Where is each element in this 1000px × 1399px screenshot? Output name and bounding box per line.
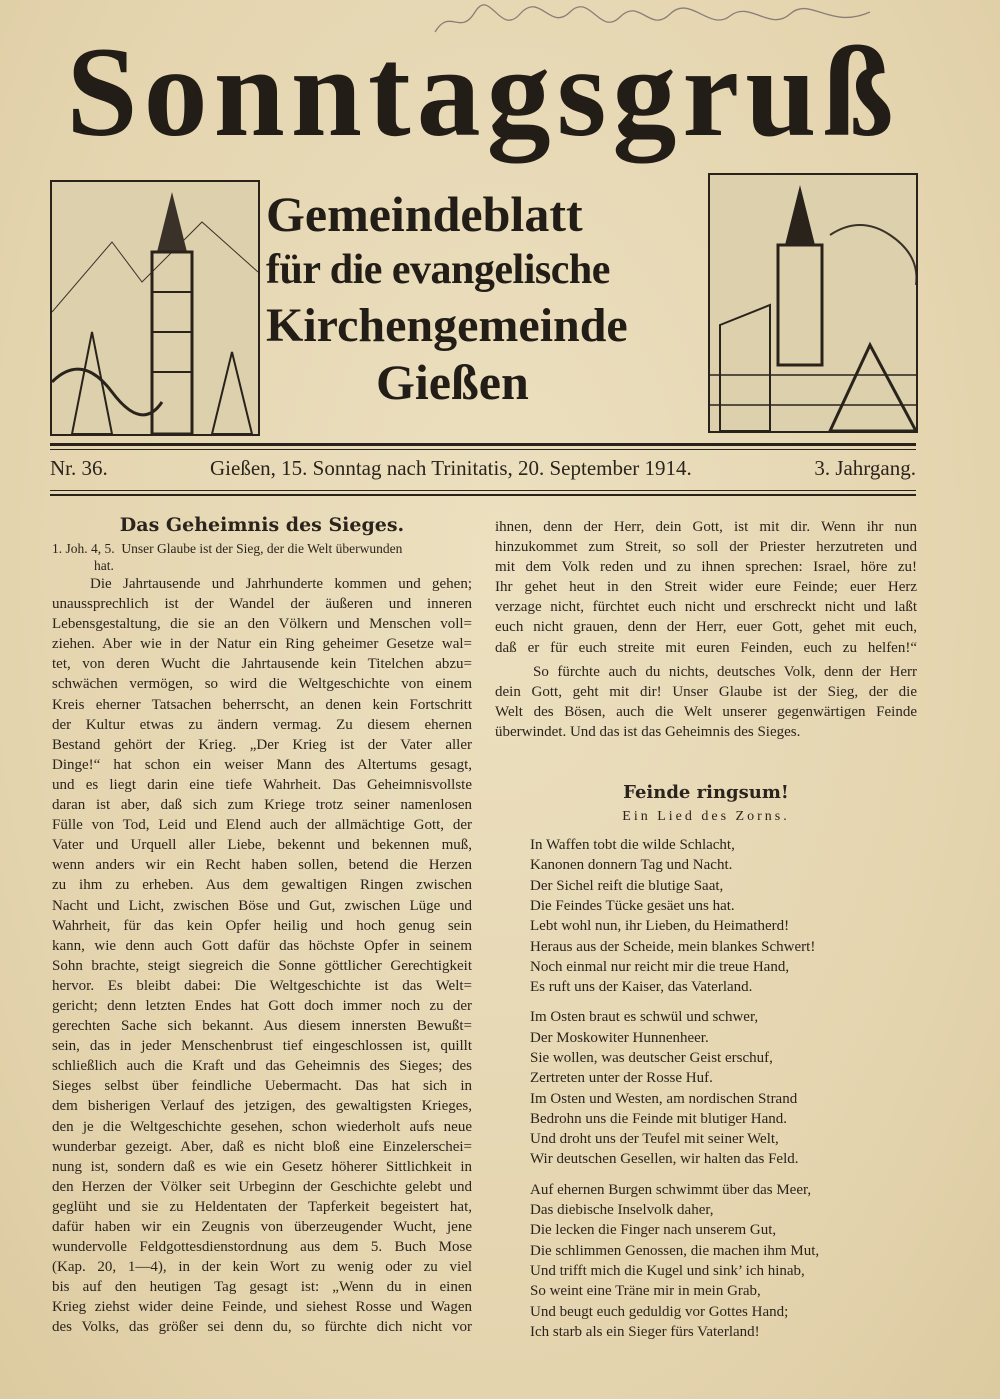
text-line: kann, wie denn auch Gott dafür das höchste Opfer in seinem	[52, 937, 472, 954]
poem-line: Noch einmal nur reicht mir die treue Hand,	[530, 958, 790, 975]
text-line: den Herzen der Völker seit Urbeginn der Geschichte gelebt und	[52, 1178, 472, 1195]
article-body-left	[52, 574, 472, 1338]
poem-stanza	[530, 1007, 917, 1169]
divider-rule	[50, 443, 916, 446]
text-line: Bestand gehört der Krieg. „Der Krieg ist der Vater aller	[52, 736, 472, 753]
poem-line: Zertreten unter der Rosse Huf.	[530, 1070, 713, 1087]
text-line: dafür haben wir ein Zeugnis von überzeugender Wucht, jene	[52, 1219, 472, 1235]
text-line: Lebensgestaltung, die sie an den Völkern und Menschen voll=	[52, 616, 472, 633]
text-line: Sieges selbst über feindliche Uebermacht. Das hat sich in	[52, 1078, 472, 1095]
issue-info-line	[50, 456, 916, 486]
issue-dateline: Gießen, 15. Sonntag nach Trinitatis, 20. September 1914.	[210, 456, 692, 480]
article-body-right	[495, 517, 917, 658]
text-line: gericht; denn letzten Endes hat Gott doch immer noch zu der	[52, 997, 472, 1014]
church-illustration-right	[708, 173, 918, 433]
text-line: wunderbar gezeigt. Aber, daß es nicht bloß eine Einzelerschei=	[52, 1138, 472, 1155]
poem-line: Kanonen donnern Tag und Nacht.	[530, 857, 733, 874]
text-line: Vater und Urquell aller Liebe, bekennt und bekennen muß,	[52, 837, 472, 854]
poem-line: Der Sichel reift die blutige Saat,	[530, 877, 724, 894]
text-line: Sohn brachte, steigt siegreich die Sonne göttlicher Gerechtigkeit	[52, 957, 472, 974]
text-line: unaussprechlich ist der Wandel der äußeren und inneren	[52, 596, 472, 613]
text-line: geglüht und sie zu Heldentaten der Tapferkeit begeistert hat,	[52, 1198, 472, 1215]
poem-line: Und droht uns der Teufel mit seiner Welt,	[530, 1131, 779, 1148]
text-line: Wahrheit, für das kein Opfer heilig und hoch genug sein	[52, 917, 472, 934]
article-closing	[495, 662, 917, 742]
text-line: wundervolle Feldgottesdienstordnung aus dem 5. Buch Mose	[52, 1239, 472, 1256]
text-line: nung ist, sondern daß es wie ein Gesetz höherer Sittlichkeit in	[52, 1158, 472, 1175]
poem-line: Im Osten und Westen, am nordischen Strand	[530, 1090, 798, 1107]
text-line: verzage nicht, fürchtet euch nicht und erschreckt nicht und laßt	[495, 599, 917, 616]
poem-line: Bedrohn uns die Feinde mit blutiger Hand.	[530, 1110, 788, 1127]
text-line: wenn anders wir ein Recht haben sollen, betend die Herzen	[52, 857, 472, 874]
poem-line: Die Feindes Tücke gesäet uns hat.	[530, 897, 735, 914]
text-line: Dinge!“ hat schon ein weiser Mann des Altertums gesagt,	[52, 756, 472, 773]
poem-line: Es ruft uns der Kaiser, das Vaterland.	[530, 979, 753, 996]
issue-number: Nr. 36.	[50, 456, 108, 480]
poem-line: Wir deutschen Gesellen, wir halten das Feld.	[530, 1151, 799, 1168]
verse-text: Unser Glaube ist der Sieg, der die Welt überwunden	[121, 541, 403, 556]
text-line: mit dem Volk reden und zu ihnen sprechen: Israel, höre zu!	[495, 559, 917, 576]
poem-line: Ich starb als ein Sieger fürs Vaterland!	[530, 1323, 760, 1340]
text-line: schwächen vermögen, so wird die Weltgeschichte von einem	[52, 676, 472, 693]
subtitle-line: Kirchengemeinde	[266, 299, 628, 352]
subtitle-line: für die evangelische	[266, 247, 610, 293]
text-line: Nacht und Licht, zwischen Böse und Gut, zwischen Lüge und	[52, 897, 472, 914]
text-line: bis auf den heutigen Tag gesagt ist: „Wenn du in einen	[52, 1279, 472, 1296]
issue-volume: 3. Jahrgang.	[814, 456, 916, 480]
text-line: und es liegt darin eine tiefe Wahrheit. Das Geheimnisvollste	[52, 776, 472, 793]
text-line: (Kap. 20, 1—4), in der kein Wort zu wenig oder zu viel	[52, 1259, 472, 1276]
text-line: hervor. Es bleibt dabei: Die Weltgeschichte ist das Welt=	[52, 977, 472, 994]
text-line: ihnen, denn der Herr, dein Gott, ist mit dir. Wenn ihr nun	[495, 519, 917, 535]
scripture-verse	[52, 540, 472, 557]
text-line: der Kultur etwas zu ändern vermag. Zu diesem ehernen	[52, 716, 472, 733]
text-line: daran ist aber, daß sich zum Kriege trotz seiner namenlosen	[52, 797, 472, 814]
text-line: sein, das in jeder Menschenbrust tief eingeschlossen ist, quillt	[52, 1038, 472, 1055]
stanza-gap	[530, 997, 917, 1007]
divider-rule	[50, 494, 916, 496]
text-line: daß er für euch streite mit euren Feinden, euch zu helfen!“	[495, 639, 917, 656]
text-line: des Volks, das größer sei denn du, so fürchte dich nicht vor	[52, 1319, 472, 1336]
divider-rule	[50, 449, 916, 450]
poem-stanza	[530, 835, 917, 997]
text-line: schließlich auch die Kraft und das Geheimnis des Sieges; des	[52, 1058, 472, 1075]
subtitle-line: Gießen	[376, 354, 529, 410]
masthead-title: Sonntagsgruß	[66, 21, 900, 163]
poem-line: Der Moskowiter Hunnenheer.	[530, 1029, 709, 1046]
right-column	[495, 517, 917, 1342]
poem-line: Die lecken die Finger nach unserem Gut,	[530, 1222, 777, 1239]
text-line: überwindet. Und das ist das Geheimnis des Sieges.	[495, 723, 801, 740]
text-line: Krieg ziehst wider deine Feinde, und siehest Rosse und Wagen	[52, 1299, 472, 1316]
church-illustration-left	[50, 180, 260, 436]
text-line: Welt des Bösen, auch die Welt unserer gegenwärtigen Feinde	[495, 703, 917, 720]
text-line: So fürchte auch du nichts, deutsches Volk, denn der Herr	[533, 663, 917, 680]
stanza-gap	[530, 1170, 917, 1180]
poem-line: So weint eine Träne mir in mein Grab,	[530, 1283, 761, 1300]
poem-line: Und trifft mich die Kugel und sink’ ich hinab,	[530, 1262, 805, 1279]
text-line: zu ihm zu erheben. Aus dem gewaltigen Ringen zwischen	[52, 877, 472, 894]
text-line: Fülle von Tod, Leid und Elend auch der allmächtige Gott, der	[52, 817, 472, 834]
subtitle-line: Gemeindeblatt	[266, 186, 583, 242]
left-column	[52, 514, 472, 1338]
poem-body	[495, 835, 917, 1342]
text-line: Die Jahrtausende und Jahrhunderte kommen und gehen;	[90, 576, 472, 592]
text-line: Kreis eherner Tatsachen beherrscht, an denen kein Fortschritt	[52, 696, 472, 713]
poem-line: Auf ehernen Burgen schwimmt über das Meer,	[530, 1181, 812, 1198]
poem-line: Die schlimmen Genossen, die machen ihm Mut,	[530, 1242, 820, 1259]
divider-rule	[50, 490, 916, 491]
verse-continuation: hat.	[94, 558, 114, 573]
poem-line: Heraus aus der Scheide, mein blankes Schwert!	[530, 938, 816, 955]
poem-subtitle: Ein Lied des Zorns.	[622, 809, 790, 825]
poem-line: Lebt wohl nun, ihr Lieben, du Heimatherd!	[530, 918, 790, 935]
poem-line: Sie wollen, was deutscher Geist erschuf,	[530, 1050, 773, 1066]
text-line: Ihr gehet heut in den Streit wider eure Feinde; euer Herz	[495, 579, 917, 596]
text-line: dem bisherigen Verlauf des jetzigen, des gewaltigsten Krieges,	[52, 1098, 472, 1115]
masthead-subtitle	[266, 186, 702, 410]
verse-reference: 1. Joh. 4, 5.	[52, 541, 115, 556]
text-line: euch nicht grauen, denn der Herr, euer Gott, gehet mit euch,	[495, 619, 917, 636]
text-line: ziehen. Aber wie in der Natur ein Ring geheimer Gesetze wal=	[52, 636, 472, 653]
poem-line: Das diebische Inselvolk daher,	[530, 1202, 714, 1219]
text-line: dein Gott, geht mit dir! Unser Glaube ist der Sieg, der die	[495, 683, 917, 700]
text-line: den je die Weltgeschichte gesehen, schon wiederholt aufs neue	[52, 1118, 472, 1135]
article-title: Das Geheimnis des Sieges.	[119, 514, 405, 536]
poem-line: Und beugt euch geduldig vor Gottes Hand;	[530, 1303, 789, 1320]
text-line: tet, von deren Wucht die Jahrtausende kein Titelchen abzu=	[52, 656, 472, 673]
poem-line: Im Osten braut es schwül und schwer,	[530, 1009, 759, 1026]
poem-stanza	[530, 1180, 917, 1342]
text-line: gerechten Sache sich bekannt. Aus diesem innersten Bewußt=	[52, 1018, 472, 1035]
text-line: hinzukommet zum Streit, so soll der Priester herzutreten und	[495, 539, 917, 556]
poem-title: Feinde ringsum!	[623, 782, 789, 804]
poem-line: In Waffen tobt die wilde Schlacht,	[530, 837, 735, 854]
